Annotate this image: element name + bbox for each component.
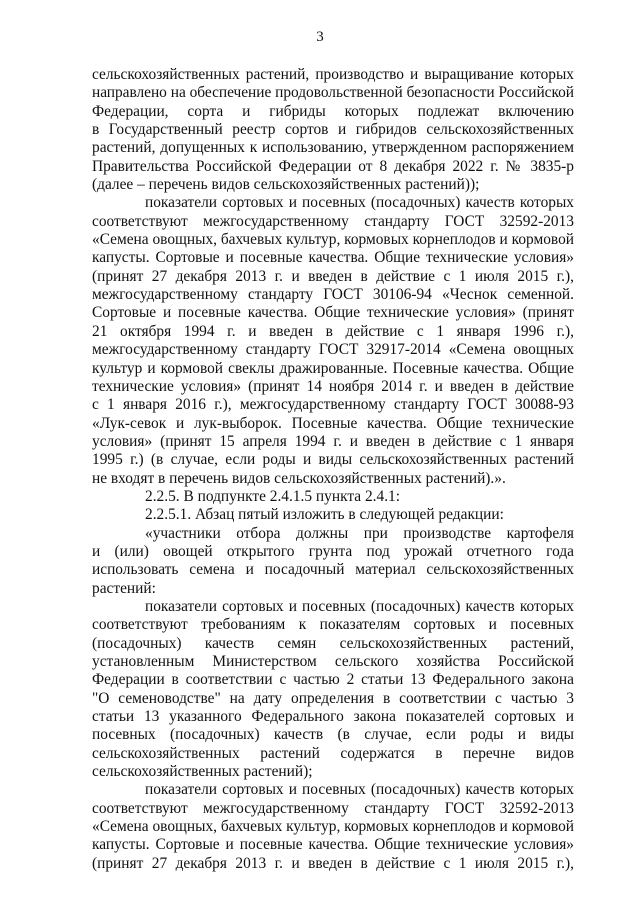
- text-line: 2.2.5. В подпункте 2.4.1.5 пункта 2.4.1:: [145, 487, 401, 505]
- paragraph-continuation: [92, 66, 574, 194]
- text-line: и (или) овощей открытого грунта под урожай отчетного года: [92, 542, 574, 560]
- text-line: посевных (посадочных) качеств (в случае, если роды и виды: [92, 726, 574, 744]
- text-line: капусты. Сортовые и посевные качества. Общие технические условия»: [92, 836, 574, 854]
- text-line: Федерации в соответствии с частью 2 статьи 13 Федерального закона: [92, 671, 574, 689]
- text-line: культур и кормовой свеклы дражированные. Посевные качества. Общие: [92, 359, 574, 377]
- text-line: с 1 января 2016 г.), межгосударственному стандарту ГОСТ 30088-93: [92, 396, 574, 414]
- text-line: 1995 г.) (в случае, если роды и виды сельскохозяйственных растений: [92, 451, 574, 469]
- paragraph-clause-2-2-5-1: [92, 506, 574, 524]
- text-line: показатели сортовых и посевных (посадочных) качеств которых: [145, 194, 574, 212]
- text-line: (принят 27 декабря 2013 г. и введен в действие с 1 июля 2015 г.),: [92, 267, 574, 285]
- text-line: растений:: [92, 579, 156, 597]
- text-line: (далее – перечень видов сельскохозяйственных растений));: [92, 176, 480, 194]
- text-line: соответствуют межгосударственному стандарту ГОСТ 32592-2013: [92, 799, 574, 817]
- text-line: «Семена овощных, бахчевых культур, кормовых корнеплодов и кормовой: [92, 231, 575, 249]
- text-line: растений, допущенных к использованию, утвержденном распоряжением: [92, 139, 574, 157]
- text-line: 2.2.5.1. Абзац пятый изложить в следующей редакции:: [145, 506, 504, 524]
- text-line: сельскохозяйственных растений, производство и выращивание которых: [92, 66, 574, 83]
- text-line: установленным Министерством сельского хозяйства Российской: [92, 653, 574, 670]
- text-line: «Лук-севок и лук-выборок. Посевные качества. Общие технические: [92, 414, 574, 432]
- text-line: межгосударственному стандарту ГОСТ 30106-94 «Чеснок семенной.: [92, 286, 574, 304]
- text-line: соответствуют требованиям к показателям сортовых и посевных: [92, 616, 574, 634]
- text-line: соответствуют межгосударственному стандарту ГОСТ 32592-2013: [92, 212, 574, 230]
- text-line: использовать семена и посадочный материал сельскохозяйственных: [92, 561, 574, 579]
- paragraph-standards-repeat: [92, 781, 574, 873]
- paragraph-requirements: [92, 598, 574, 781]
- text-line: показатели сортовых и посевных (посадочных) качеств которых: [145, 781, 574, 799]
- text-line: сельскохозяйственных растений содержатся в перечне видов: [92, 744, 574, 762]
- text-line: показатели сортовых и посевных (посадочных) качеств которых: [145, 597, 574, 615]
- text-line: Федерации, сорта и гибриды которых подлежат включению: [92, 102, 574, 120]
- text-line: в Государственный реестр сортов и гибридов сельскохозяйственных: [92, 121, 574, 139]
- text-line: капусты. Сортовые и посевные качества. Общие технические условия»: [92, 249, 574, 267]
- text-line: условия» (принят 15 апреля 1994 г. и введен в действие с 1 января: [92, 432, 574, 450]
- text-line: Сортовые и посевные качества. Общие технические условия» (принят: [92, 304, 574, 322]
- text-line: 21 октября 1994 г. и введен в действие с 1 января 1996 г.),: [92, 322, 574, 340]
- paragraph-standards: [92, 194, 574, 488]
- paragraph-clause-2-2-5: [92, 488, 574, 506]
- text-line: (посадочных) качеств семян сельскохозяйственных растений,: [92, 634, 574, 652]
- paragraph-participants: [92, 525, 574, 598]
- text-line: "О семеноводстве" на дату определения в соответствии с частью 3: [92, 689, 574, 707]
- page-number: 3: [316, 29, 324, 45]
- text-line: направлено на обеспечение продовольственной безопасности Российской: [92, 84, 574, 102]
- text-line: «Семена овощных, бахчевых культур, кормовых корнеплодов и кормовой: [92, 818, 575, 836]
- text-line: Правительства Российской Федерации от 8 декабря 2022 г. № 3835-р: [92, 157, 574, 175]
- text-line: не входят в перечень видов сельскохозяйственных растений).».: [92, 469, 506, 487]
- text-line: «участники отбора должны при производстве картофеля: [145, 524, 574, 542]
- text-line: технические условия» (принят 14 ноября 2014 г. и введен в действие: [92, 377, 574, 395]
- text-line: сельскохозяйственных растений);: [92, 763, 313, 781]
- text-line: статьи 13 указанного Федерального закона показателей сортовых и: [92, 708, 574, 726]
- document-body: [92, 66, 574, 873]
- text-line: (принят 27 декабря 2013 г. и введен в действие с 1 июля 2015 г.),: [92, 854, 574, 872]
- text-line: межгосударственному стандарту ГОСТ 32917-2014 «Семена овощных: [92, 341, 574, 359]
